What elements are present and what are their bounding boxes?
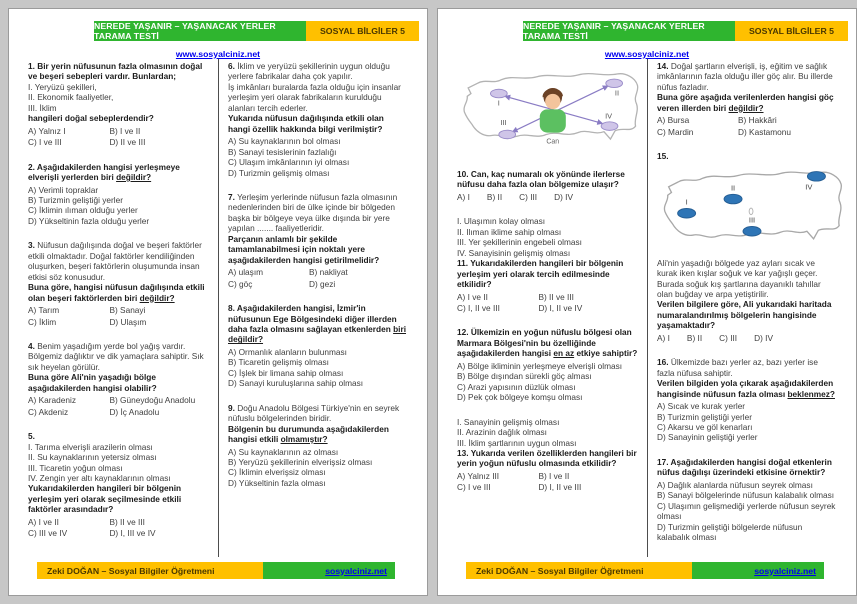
question-4: [28, 341, 209, 417]
option: C) İşlek bir limana sahip olması: [228, 367, 344, 378]
options: [457, 292, 638, 314]
option: A) Tarım: [28, 305, 60, 316]
option: D) I, III ve IV: [109, 528, 156, 539]
region-marker: [601, 122, 618, 131]
option: C) Akdeniz: [28, 406, 69, 417]
question-8: [228, 303, 408, 389]
roman-label: I: [685, 197, 688, 207]
options: [657, 333, 837, 343]
options: [28, 126, 209, 148]
options: [28, 395, 209, 417]
question-text: II. Ekonomik faaliyetler,: [28, 92, 114, 103]
question-9: [228, 403, 408, 489]
option: C) III ve IV: [28, 528, 68, 539]
question-text: 17. Aşağıdakilerden hangisi doğal etkenlerin nüfus dağılışı üzerindeki etkisine örnektir?: [657, 456, 832, 478]
boy-figure: [540, 88, 566, 133]
question-text: III. Ticaretin yoğun olması: [28, 462, 123, 473]
options: [28, 305, 209, 327]
option: B) Turizmin geliştiği yerler: [657, 411, 752, 422]
option: B) I ve II: [538, 470, 570, 481]
question-text: İş imkânları buralarda fazla olduğu için insanlar yerleşim yeri olarak fabrikaların kurulduğu alanları tercih ederler.: [228, 81, 401, 113]
question-text: Buna göre Ali'nin yaşadığı bölge aşağıdakilerden hangisi olabilir?: [28, 372, 157, 393]
option: A) Karadeniz: [28, 395, 76, 406]
option: B) I ve II: [109, 125, 141, 136]
test-title: NEREDE YAŞANIR – YAŞANACAK YERLER TARAMA TESTİ: [94, 21, 306, 41]
question-3: [28, 240, 209, 327]
region-marker: [490, 89, 507, 98]
question-text: I. Ulaşımın kolay olması: [457, 216, 546, 227]
question-text: I. Sanayinin gelişmiş olması: [457, 416, 560, 427]
region-marker: [678, 208, 696, 217]
option: A) Dağlık alanlarda nüfusun seyrek olması: [657, 479, 813, 490]
option: B) Sanayi: [109, 305, 146, 316]
question-text: I. Yeryüzü şekilleri,: [28, 81, 97, 92]
option: D) II ve III: [109, 137, 146, 148]
option: B) nakliyat: [309, 267, 348, 278]
question-text: 11. Yukarıdakilerden hangileri bir bölgenin yerleşim yeri olarak tercih edilmesinde etkilidir?: [457, 258, 624, 290]
option: C) III: [519, 191, 538, 202]
options: [228, 447, 408, 489]
author-label: Zeki DOĞAN – Sosyal Bilgiler Öğretmeni: [37, 562, 263, 579]
option: D) IV: [554, 191, 574, 202]
question-text: 6. İklim ve yeryüzü şekillerinin uygun olduğu yerlere fabrikalar daha çok yapılır.: [228, 61, 390, 82]
option: B) Ticaretin gelişmiş olması: [228, 357, 329, 368]
region-marker: [807, 171, 825, 180]
option: C) İklimin ılıman olduğu yerler: [28, 205, 138, 216]
option: D) Turizmin geliştiği bölgelerde nüfusun kalabalık olması: [657, 521, 803, 543]
website-link[interactable]: www.sosyalciniz.net: [175, 49, 261, 59]
option: A) Su kaynaklarının bol olması: [228, 136, 341, 147]
question-text: III. İklim: [28, 102, 57, 113]
question-text: II. Arazinin dağlık olması: [457, 427, 547, 438]
option: A) Bursa: [657, 115, 690, 126]
question-text: 4. Benim yaşadığım yerde bol yağış vardır. Bölgemiz dağlıktır ve dik yamaçlara sahiptir. Sık sık heyelan görülür.: [28, 340, 204, 372]
options: [457, 471, 638, 493]
option: A) I ve II: [457, 291, 488, 302]
option: B) II: [686, 332, 703, 343]
option: C) III: [719, 332, 738, 343]
option: A) Bölge ikliminin yerleşmeye elverişli olması: [457, 360, 623, 371]
question-text: Buna göre, hangisi nüfusun dağılışında etkili olan beşeri faktörlerden biri değildir?: [28, 282, 205, 303]
option: D) gezi: [309, 278, 336, 289]
options: [657, 115, 837, 137]
footer-site-bar: [692, 562, 824, 579]
question-text: 15.: [657, 151, 669, 162]
question-text: II. Ilıman iklime sahip olması: [457, 226, 562, 237]
option: B) Yeryüzü şekillerinin elverişsiz olması: [228, 456, 373, 467]
question-columns: [448, 59, 846, 557]
question-16: [657, 357, 837, 443]
question-11: [457, 216, 638, 313]
question-text: II. Su kaynaklarının yetersiz olması: [28, 452, 157, 463]
roman-label: I: [497, 98, 500, 108]
question-text: Verilen bilgiden yola çıkarak aşağıdakilerden hangisinde nüfusun fazla olması beklenmez?: [657, 378, 835, 399]
option: C) Akarsu ve göl kenarları: [657, 421, 753, 432]
region-marker: [499, 130, 516, 139]
option: A) Ormanlık alanların bulunması: [228, 346, 347, 357]
question-text: 14. Doğal şartların elverişli, iş, eğitim ve sağlık imkânlarının fazla olduğu iller göç alır. Bu illerde nüfus fazladır.: [657, 61, 833, 92]
question-17: [657, 457, 837, 543]
test-title: NEREDE YAŞANIR – YAŞANACAK YERLER TARAMA TESTİ: [523, 21, 735, 41]
question-text: 10. Can, kaç numaralı ok yönünde ilerlerse nüfusu daha fazla olan bölgemize ulaşır?: [457, 169, 625, 190]
page-footer: [37, 562, 395, 579]
question-text: 3. Nüfusun dağılışında doğal ve beşeri faktörler etkili olmaktadır. Doğal faktörler kendiliğinden oluşurken, beşeri faktörlerin oluşumunda insan etkisi söz konusudur.: [28, 240, 202, 282]
option: D) Ulaşım: [109, 316, 147, 327]
option: C) Ulaşım imkânlarının iyi olması: [228, 157, 350, 168]
question-5: [28, 431, 209, 539]
question-text: 7. Yerleşim yerlerinde nüfusun fazla olmasının nedenlerinden biri de ülke içinde bir bölgeden başka bir bölgeye veya ülke dışında bir yere yapılan ....... faaliyetleridir.: [228, 191, 398, 234]
option: C) I ve III: [457, 482, 491, 493]
option: D) IV: [754, 332, 774, 343]
option: D) Sanayi kuruluşlarına sahip olması: [228, 378, 364, 389]
option: A) Yalnız I: [28, 125, 66, 136]
roman-label: III: [748, 215, 756, 225]
option: C) Mardin: [657, 126, 694, 137]
option: D) Yükseltinin fazla olması: [228, 477, 326, 488]
options: [457, 361, 638, 403]
option: D) I, II ve III: [538, 482, 582, 493]
question-text: Verilen bilgilere göre, Ali yukarıdaki haritada numaralandırılmış bölgelerin hangisinde yaşamaktadır?: [657, 299, 832, 331]
test-page-2: [437, 8, 857, 596]
question-text: I. Tarıma elverişli arazilerin olması: [28, 441, 153, 452]
page1-col2: [218, 59, 417, 557]
option: A) I ve II: [28, 516, 59, 527]
question-6: [228, 61, 408, 178]
option: A) Sıcak ve kurak yerler: [657, 401, 746, 412]
region-marker: [743, 226, 761, 235]
roman-label: II: [730, 183, 736, 193]
option: A) Verimli topraklar: [28, 184, 99, 195]
question-text: Yukarıdakilerden hangileri bir bölgenin yerleşim yeri olarak seçilmesinde etkili faktörler arasındadır?: [28, 483, 182, 515]
question-text: III. İklim şartlarının uygun olması: [457, 437, 577, 448]
page1-col1: [19, 59, 218, 557]
footer-site-link[interactable]: sosyalciniz.net: [325, 565, 388, 576]
page2-col2: [647, 59, 846, 557]
option: B) Turizmin geliştiği yerler: [28, 194, 123, 205]
option: B) Güneydoğu Anadolu: [109, 395, 196, 406]
footer-site-bar: [263, 562, 395, 579]
page-header: [9, 21, 419, 41]
options: [657, 480, 837, 543]
question-15: [657, 151, 837, 343]
option: A) Su kaynaklarının az olması: [228, 446, 339, 457]
option: C) Arazi yapısının düzlük olması: [457, 381, 576, 392]
site-link-row: [9, 44, 427, 59]
option: B) Sanayi bölgelerinde nüfusun kalabalık olması: [657, 490, 835, 501]
option: D) İç Anadolu: [109, 406, 160, 417]
roman-label: II: [614, 88, 620, 98]
option: B) II ve III: [538, 291, 574, 302]
question-text: 1. Bir yerin nüfusunun fazla olmasının doğal ve beşeri sebepleri vardır. Bunlardan;: [28, 61, 203, 82]
course-badge: SOSYAL BİLGİLER 5: [735, 21, 848, 41]
page2-col1: [448, 59, 647, 557]
option: D) Yükseltinin fazla olduğu yerler: [28, 215, 150, 226]
region-marker: [606, 79, 623, 88]
question-text: Bölgenin bu durumunda aşağıdakilerden hangisi etkili olmamıştır?: [228, 423, 389, 445]
option: D) I, II ve IV: [538, 302, 583, 313]
question-2: [28, 162, 209, 227]
option: C) I ve III: [28, 137, 62, 148]
option: B) Hakkâri: [738, 115, 777, 126]
options: [28, 517, 209, 539]
option: D) Pek çok bölgeye komşu olması: [457, 392, 583, 403]
question-text: Yukarıda nüfusun dağılışında etkili olan hangi özellik hakkında bilgi verilmiştir?: [228, 113, 384, 134]
options: [228, 136, 408, 178]
option: A) ulaşım: [228, 267, 264, 278]
question-text: 9. Doğu Anadolu Bölgesi Türkiye'nin en seyrek nüfuslu bölgelerinden biridir.: [228, 402, 400, 424]
option: C) Ulaşımın gelişmediği yerlerde nüfusun seyrek olması: [657, 500, 836, 522]
question-12: [457, 327, 638, 402]
question-text: III. Yer şekillerinin engebeli olması: [457, 237, 582, 248]
question-text: 2. Aşağıdakilerden hangisi yerleşmeye elverişli yerlerden biri değildir?: [28, 161, 180, 183]
roman-label: IV: [605, 111, 613, 121]
question-text: Parçanın anlamlı bir şekilde tamamlanabilmesi için noktalı yere aşağıdakilerden hangisi getirilmelidir?: [228, 233, 380, 265]
option: B) Bölge dışından sürekli göç alması: [457, 371, 592, 382]
options: [228, 347, 408, 389]
option: C) I, II ve III: [457, 302, 500, 313]
question-text: 8. Aşağıdakilerden hangisi, İzmir'in nüfusunun Ege Bölgesindeki diğer illerden daha fazla olmasını sağlayan etkenlerden biri değildir?: [228, 303, 407, 345]
question-text: Ali'nin yaşadığı bölgede yaz ayları sıcak ve kurak iken kışlar soğuk ve kar yağışlı geçer. Burada soğuk kış şartlarına dayanıklı tahıllar olan buğday ve arpa yetiştirilir.: [657, 257, 821, 299]
question-text: 13. Yukarıda verilen özelliklerden hangileri bir yerin yoğun nüfuslu olmasında etkilidir?: [457, 447, 637, 469]
option: D) Sanayinin geliştiği yerler: [657, 432, 758, 443]
course-badge: SOSYAL BİLGİLER 5: [306, 21, 419, 41]
options: [28, 185, 209, 227]
question-text: 16. Ülkemizde bazı yerler az, bazı yerler ise fazla nüfusa sahiptir.: [657, 357, 818, 378]
question-text: 12. Ülkemizin en yoğun nüfuslu bölgesi olan Marmara Bölgesi'nin bu özelliğinde aşağıdakilerden hangisi en az etkiye sahiptir?: [457, 327, 638, 359]
question-text: hangileri doğal sebeplerdendir?: [28, 113, 154, 124]
options: [657, 401, 837, 443]
website-link[interactable]: www.sosyalciniz.net: [604, 49, 690, 59]
page-header: [438, 21, 848, 41]
person-label: Can: [546, 138, 560, 146]
question-1: [28, 61, 209, 148]
option: A) I: [457, 191, 470, 202]
question-text: IV. Zengin yer altı kaynaklarının olması: [28, 472, 171, 483]
region-marker: [724, 194, 742, 203]
roman-label: IV: [805, 182, 813, 192]
test-page-1: [8, 8, 428, 596]
options: [228, 267, 408, 289]
option: D) Turizmin gelişmiş olması: [228, 167, 330, 178]
page-footer: [466, 562, 824, 579]
option: C) İklim: [28, 316, 57, 327]
can-map-figure: [457, 63, 638, 165]
option: D) Kastamonu: [738, 126, 792, 137]
question-text: Buna göre aşağıda verilenlerden hangisi göç veren illerden biri değildir?: [657, 92, 834, 113]
option: A) I: [657, 332, 670, 343]
option: B) II ve III: [109, 516, 145, 527]
option: C) göç: [228, 278, 253, 289]
option: B) II: [486, 191, 503, 202]
footer-site-link[interactable]: sosyalciniz.net: [754, 565, 817, 576]
question-text: 5.: [28, 431, 35, 442]
options: [457, 192, 638, 202]
question-10: [457, 63, 638, 202]
roman-label: III: [500, 118, 507, 128]
option: A) Yalnız III: [457, 470, 500, 481]
question-columns: [19, 59, 417, 557]
question-14: [657, 61, 837, 137]
site-link-row: [438, 44, 856, 59]
author-label: Zeki DOĞAN – Sosyal Bilgiler Öğretmeni: [466, 562, 692, 579]
question-7: [228, 192, 408, 289]
option: C) İklimin elverişsiz olması: [228, 467, 326, 478]
option: B) Sanayi tesislerinin fazlalığı: [228, 146, 337, 157]
ali-map-figure: [657, 164, 837, 254]
question-text: IV. Sanayisinin gelişmiş olması: [457, 247, 571, 258]
question-13: [457, 417, 638, 493]
